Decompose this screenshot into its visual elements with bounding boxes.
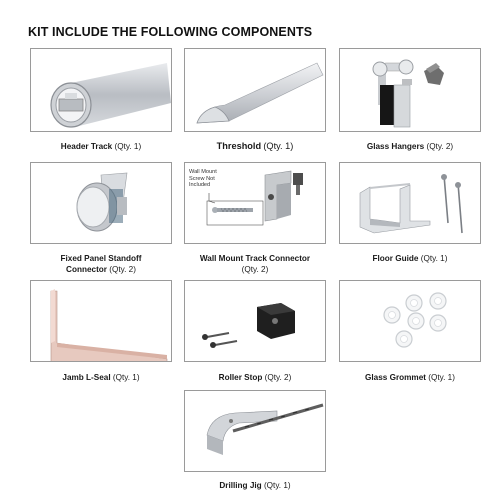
caption-roller-stop [184, 372, 326, 383]
drilling-jig-image [185, 391, 326, 472]
name: Wall Mount Track Connector [199, 254, 311, 263]
card-glass-hangers [339, 48, 481, 132]
card-floor-guide [339, 162, 481, 244]
roller-stop-image [185, 281, 326, 362]
name: Drilling Jig [219, 481, 262, 490]
note-line1: Wall Mount [189, 169, 217, 175]
caption-wall-mount-connector [184, 253, 326, 275]
name: Header Track [60, 142, 113, 151]
note-line3: Included [189, 182, 211, 189]
page-heading: KIT INCLUDE THE FOLLOWING COMPONENTS [28, 25, 313, 39]
card-glass-grommet [339, 280, 481, 362]
name: Roller Stop [218, 373, 263, 382]
card-wall-mount-connector [184, 162, 326, 244]
wall-mount-connector-image [185, 163, 326, 244]
card-roller-stop [184, 280, 326, 362]
qty: (Qty. 2) [241, 265, 269, 274]
name: Glass Grommet [365, 373, 426, 382]
caption-header-track [30, 141, 172, 152]
caption-threshold [184, 141, 326, 152]
name-line2: Connector [66, 265, 107, 274]
qty: (Qty. 1) [428, 373, 455, 382]
jamb-l-seal-image [31, 281, 172, 362]
standoff-connector-image [31, 163, 172, 244]
threshold-image [185, 49, 326, 132]
glass-hangers-image [340, 49, 481, 132]
caption-drilling-jig [184, 480, 326, 491]
glass-grommet-image [340, 281, 481, 362]
caption-glass-hangers [339, 141, 481, 152]
name-line1: Fixed Panel Standoff [60, 254, 142, 263]
qty: (Qty. 1) [263, 141, 294, 151]
qty: (Qty. 1) [263, 481, 291, 490]
card-drilling-jig [184, 390, 326, 472]
caption-glass-grommet [339, 372, 481, 383]
note-line2: Screw Not [189, 175, 215, 182]
name: Jamb L-Seal [62, 373, 111, 382]
header-track-image [31, 49, 172, 132]
card-threshold [184, 48, 326, 132]
card-jamb-l-seal [30, 280, 172, 362]
card-fixed-panel-standoff [30, 162, 172, 244]
name: Glass Hangers [366, 142, 425, 151]
qty: (Qty. 2) [109, 265, 136, 274]
caption-jamb-l-seal [30, 372, 172, 383]
qty: (Qty. 2) [264, 373, 292, 382]
card-header-track [30, 48, 172, 132]
name: Threshold [216, 141, 262, 151]
caption-standoff-connector [30, 253, 172, 275]
caption-floor-guide [339, 253, 481, 264]
qty: (Qty. 1) [420, 254, 448, 263]
floor-guide-image [340, 163, 481, 244]
qty: (Qty. 2) [426, 142, 454, 151]
qty: (Qty. 1) [112, 373, 140, 382]
qty: (Qty. 1) [114, 142, 142, 151]
name: Floor Guide [372, 254, 419, 263]
